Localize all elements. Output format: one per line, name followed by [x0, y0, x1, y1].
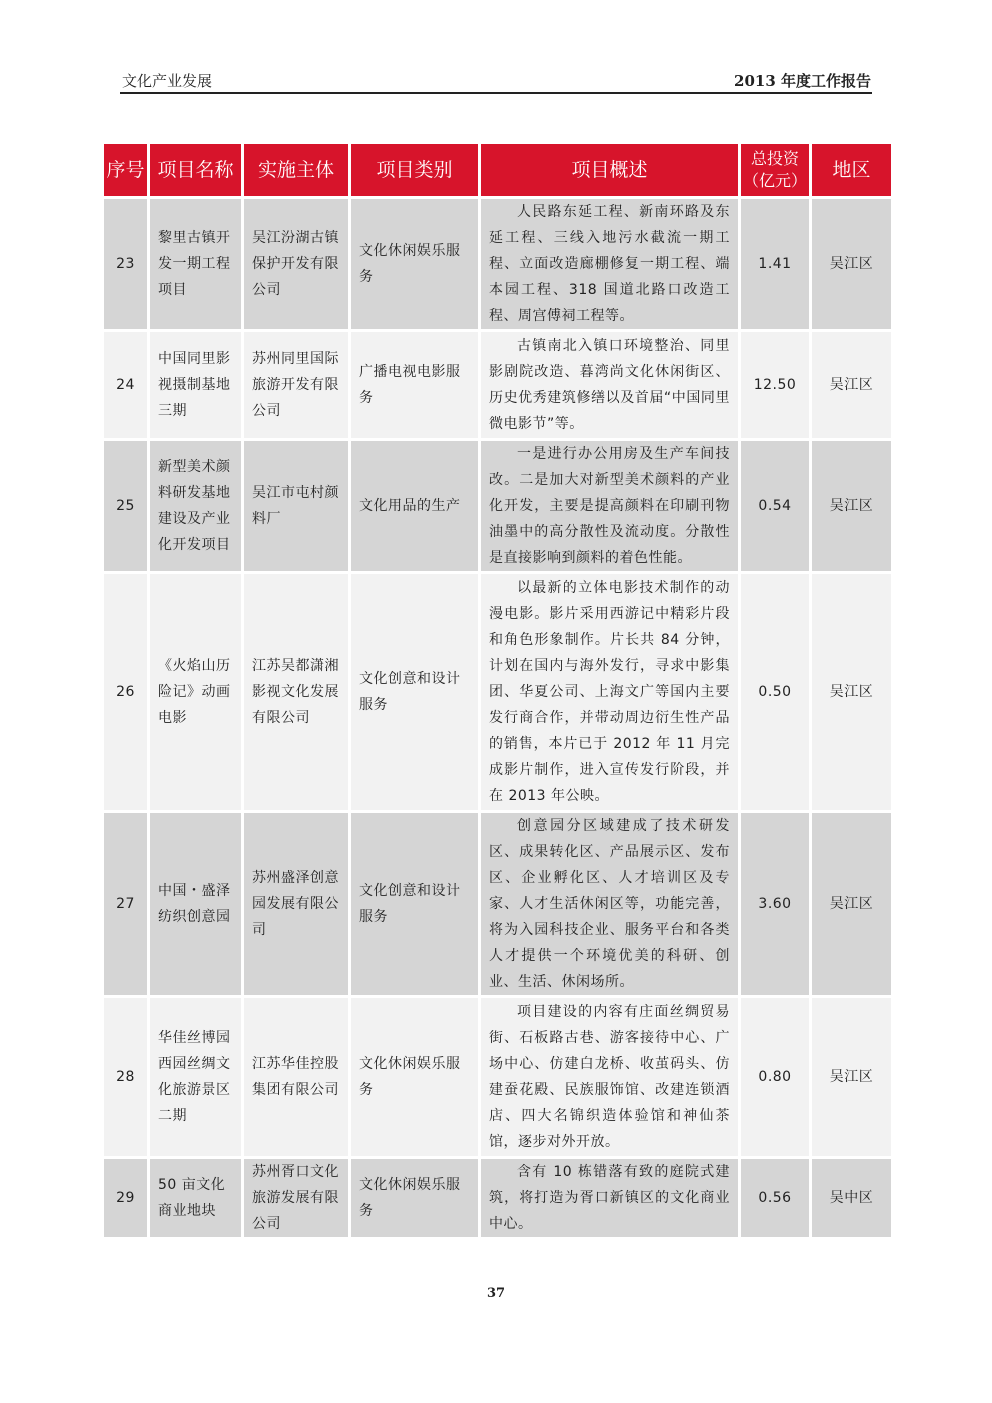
cell-name: 中国同里影视摄制基地三期: [150, 332, 241, 438]
cell-name: 新型美术颜料研发基地建设及产业化开发项目: [150, 441, 241, 571]
cell-category: 广播电视电影服务: [351, 332, 478, 438]
cell-region: 吴中区: [812, 1159, 891, 1237]
cell-region: 吴江区: [812, 574, 891, 810]
cell-region: 吴江区: [812, 441, 891, 571]
cell-category: 文化用品的生产: [351, 441, 478, 571]
cell-no: 25: [104, 441, 147, 571]
cell-investment: 12.50: [741, 332, 809, 438]
cell-org: 吴江市屯村颜料厂: [244, 441, 348, 571]
cell-category: 文化创意和设计服务: [351, 574, 478, 810]
cell-summary: 创意园分区域建成了技术研发区、成果转化区、产品展示区、发布区、企业孵化区、人才培训区及专家、人才生活休闲区等，功能完善，将为入园科技企业、服务平台和各类人才提供一个环境优美的科研、创业、生活、休闲场所。: [481, 813, 738, 995]
cell-no: 23: [104, 199, 147, 329]
header-right-title: 2013 年度工作报告: [734, 72, 871, 90]
cell-investment: 0.80: [741, 998, 809, 1156]
table-row: [104, 998, 891, 1156]
cell-no: 29: [104, 1159, 147, 1237]
table-header-row: [104, 144, 891, 196]
cell-no: 27: [104, 813, 147, 995]
cell-no: 24: [104, 332, 147, 438]
cell-region: 吴江区: [812, 199, 891, 329]
cell-category: 文化休闲娱乐服务: [351, 998, 478, 1156]
cell-name: 中国・盛泽纺织创意园: [150, 813, 241, 995]
cell-region: 吴江区: [812, 332, 891, 438]
cell-investment: 0.54: [741, 441, 809, 571]
cell-region: 吴江区: [812, 813, 891, 995]
col-header-category: 项目类别: [351, 144, 478, 196]
cell-summary: 项目建设的内容有庄面丝绸贸易街、石板路古巷、游客接待中心、广场中心、仿建白龙桥、收茧码头、仿建蚕花殿、民族服饰馆、改建连锁酒店、四大名锦织造体验馆和神仙茶馆，逐步对外开放。: [481, 998, 738, 1156]
cell-summary: 以最新的立体电影技术制作的动漫电影。影片采用西游记中精彩片段和角色形象制作。片长共 84 分钟，计划在国内与海外发行，寻求中影集团、华夏公司、上海文广等国内主要发行商合作，并带动周边衍生性产品的销售，本片已于 2012 年 11 月完成影片制作，进入宣传发行阶段，并在 2013 年公映。: [481, 574, 738, 810]
cell-name: 50 亩文化商业地块: [150, 1159, 241, 1237]
table-row: [104, 199, 891, 329]
cell-investment: 1.41: [741, 199, 809, 329]
cell-name: 黎里古镇开发一期工程项目: [150, 199, 241, 329]
cell-name: 华佳丝博园西园丝绸文化旅游景区二期: [150, 998, 241, 1156]
table-row: [104, 332, 891, 438]
table-row: [104, 813, 891, 995]
col-header-org: 实施主体: [244, 144, 348, 196]
cell-org: 江苏华佳控股集团有限公司: [244, 998, 348, 1156]
cell-no: 28: [104, 998, 147, 1156]
cell-category: 文化创意和设计服务: [351, 813, 478, 995]
cell-investment: 3.60: [741, 813, 809, 995]
table-row: [104, 441, 891, 571]
col-header-no: 序号: [104, 144, 147, 196]
cell-summary: 人民路东延工程、新南环路及东延工程、三线入地污水截流一期工程、立面改造廊棚修复一期工程、端本园工程、318 国道北路口改造工程、周宫傅祠工程等。: [481, 199, 738, 329]
cell-org: 苏州同里国际旅游开发有限公司: [244, 332, 348, 438]
col-header-summary: 项目概述: [481, 144, 738, 196]
project-table: [101, 141, 894, 1240]
cell-category: 文化休闲娱乐服务: [351, 1159, 478, 1237]
cell-investment: 0.50: [741, 574, 809, 810]
cell-org: 江苏吴都潇湘影视文化发展有限公司: [244, 574, 348, 810]
header-rule: [120, 92, 872, 94]
page-number: 37: [486, 1286, 506, 1301]
cell-no: 26: [104, 574, 147, 810]
col-header-name: 项目名称: [150, 144, 241, 196]
cell-org: 苏州胥口文化旅游发展有限公司: [244, 1159, 348, 1237]
cell-name: 《火焰山历险记》动画电影: [150, 574, 241, 810]
cell-org: 苏州盛泽创意园发展有限公司: [244, 813, 348, 995]
cell-investment: 0.56: [741, 1159, 809, 1237]
cell-summary: 古镇南北入镇口环境整治、同里影剧院改造、暮湾尚文化休闲街区、历史优秀建筑修缮以及首届“中国同里微电影节”等。: [481, 332, 738, 438]
cell-org: 吴江汾湖古镇保护开发有限公司: [244, 199, 348, 329]
table-row: [104, 1159, 891, 1237]
cell-summary: 含有 10 栋错落有致的庭院式建筑，将打造为胥口新镇区的文化商业中心。: [481, 1159, 738, 1237]
cell-region: 吴江区: [812, 998, 891, 1156]
col-header-investment: 总投资（亿元）: [741, 144, 809, 196]
header-left-title: 文化产业发展: [122, 72, 213, 90]
cell-category: 文化休闲娱乐服务: [351, 199, 478, 329]
table-row: [104, 574, 891, 810]
col-header-region: 地区: [812, 144, 891, 196]
cell-summary: 一是进行办公用房及生产车间技改。二是加大对新型美术颜料的产业化开发，主要是提高颜料在印刷刊物油墨中的高分散性及流动度。分散性是直接影响到颜料的着色性能。: [481, 441, 738, 571]
